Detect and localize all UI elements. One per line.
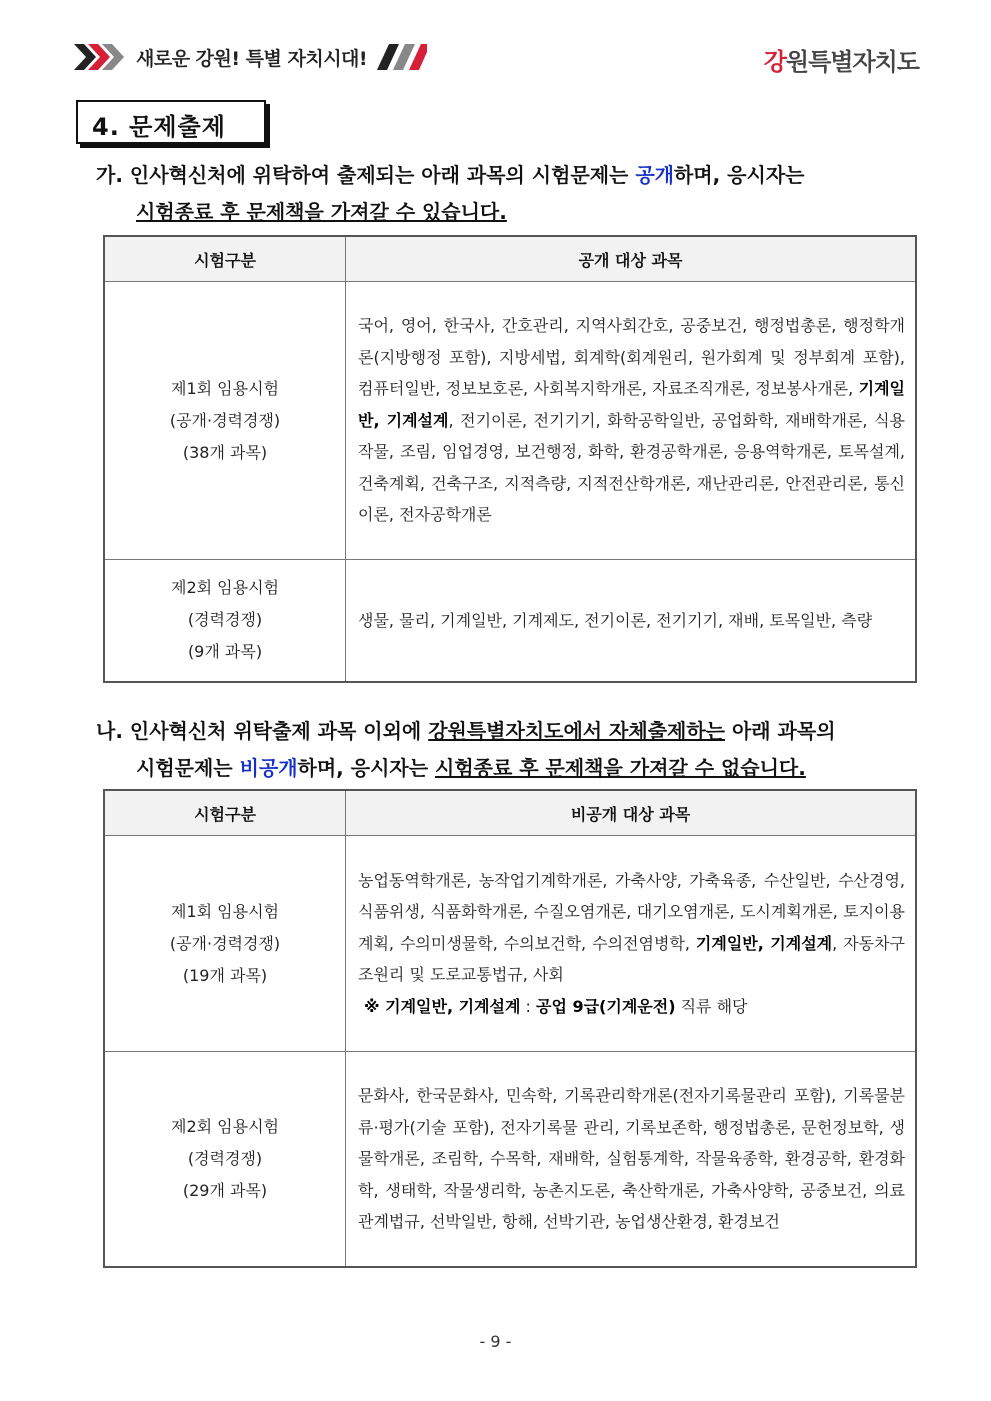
note-line: ※ 기계일반, 기계설계 : 공업 9급(기계운전) 직류 해당 xyxy=(364,996,748,1016)
stripe-left-icon xyxy=(74,44,124,70)
subjects-cell: 생물, 물리, 기계일반, 기계제도, 전기이론, 전기기기, 재배, 토목일반, 측량 xyxy=(346,560,917,682)
page-number: - 9 - xyxy=(479,1332,512,1351)
column-header: 시험구분 xyxy=(104,236,346,282)
section-title: 4. 문제출제 xyxy=(92,113,226,141)
nonpublic-subjects-table xyxy=(103,789,917,1268)
stripe-right-icon xyxy=(377,44,427,70)
slogan-banner xyxy=(74,40,427,74)
table-row xyxy=(104,836,916,1052)
column-header: 시험구분 xyxy=(104,790,346,836)
page-header xyxy=(74,40,919,74)
column-header: 비공개 대상 과목 xyxy=(346,790,917,836)
exam-category-cell: 제2회 임용시험 (경력경쟁) (9개 과목) xyxy=(104,560,346,682)
table-row xyxy=(104,560,916,682)
subjects-cell: 농업동역학개론, 농작업기계학개론, 가축사양, 가축육종, 수산일반, 수산경영, 식품위생, 식품화학개론, 수질오염개론, 대기오염개론, 도시계획개론, 토지이용계획, 수의미생물학, 수의보건학, 수의전염병학, 기계일반, 기계설계, 자동차구조원리 및 도로교통법규, 사회 ※ 기계일반, 기계설계 : 공업 9급(기계운전) 직류 해당 xyxy=(346,836,917,1052)
paragraph-b: 나. 인사혁신처 위탁출제 과목 이외에 강원특별자치도에서 자체출제하는 아래 과목의 시험문제는 비공개하며, 응시자는 시험종료 후 문제책을 가져갈 수 없습니다. xyxy=(96,719,836,780)
subjects-cell: 국어, 영어, 한국사, 간호관리, 지역사회간호, 공중보건, 행정법총론, 행정학개론(지방행정 포함), 지방세법, 회계학(회계원리, 원가회계 및 정부회계 포함), 컴퓨터일반, 정보보호론, 사회복지학개론, 자료조직개론, 정보봉사개론, 기계일반, 기계설계, 전기이론, 전기기기, 화학공학일반, 공업화학, 재배학개론, 식용작물, 조림, 임업경영, 보건행정, 화학, 환경공학개론, 응용역학개론, 토목설계, 건축계획, 건축구조, 지적측량, 지적전산학개론, 재난관리론, 안전관리론, 통신이론, 전자공학개론 xyxy=(346,282,917,560)
paragraph-a: 가. 인사혁신처에 위탁하여 출제되는 아래 과목의 시험문제는 공개하며, 응시자는 시험종료 후 문제책을 가져갈 수 있습니다. xyxy=(96,163,805,224)
exam-category-cell: 제1회 임용시험 (공개·경력경쟁) (38개 과목) xyxy=(104,282,346,560)
exam-category-cell: 제2회 임용시험 (경력경쟁) (29개 과목) xyxy=(104,1052,346,1267)
column-header: 공개 대상 과목 xyxy=(346,236,917,282)
section-title-box xyxy=(76,100,266,144)
subjects-cell: 문화사, 한국문화사, 민속학, 기록관리학개론(전자기록물관리 포함), 기록물분류·평가(기술 포함), 전자기록물 관리, 기록보존학, 행정법총론, 문헌정보학, 생물학개론, 조림학, 수목학, 재배학, 실험통계학, 작물육종학, 환경공학, 환경화학, 생태학, 작물생리학, 농촌지도론, 축산학개론, 가축사양학, 공중보건, 의료관계법규, 선박일반, 항해, 선박기관, 농업생산환경, 환경보건 xyxy=(346,1052,917,1267)
exam-category-cell: 제1회 임용시험 (공개·경력경쟁) (19개 과목) xyxy=(104,836,346,1052)
slogan-text: 새로운 강원! 특별 자치시대! xyxy=(136,47,368,70)
table-row xyxy=(104,1052,916,1267)
gangwon-logo: 강원특별자치도 xyxy=(763,48,919,76)
table-header-row xyxy=(104,236,916,282)
public-subjects-table xyxy=(103,235,917,683)
table-header-row xyxy=(104,790,916,836)
table-row xyxy=(104,282,916,560)
